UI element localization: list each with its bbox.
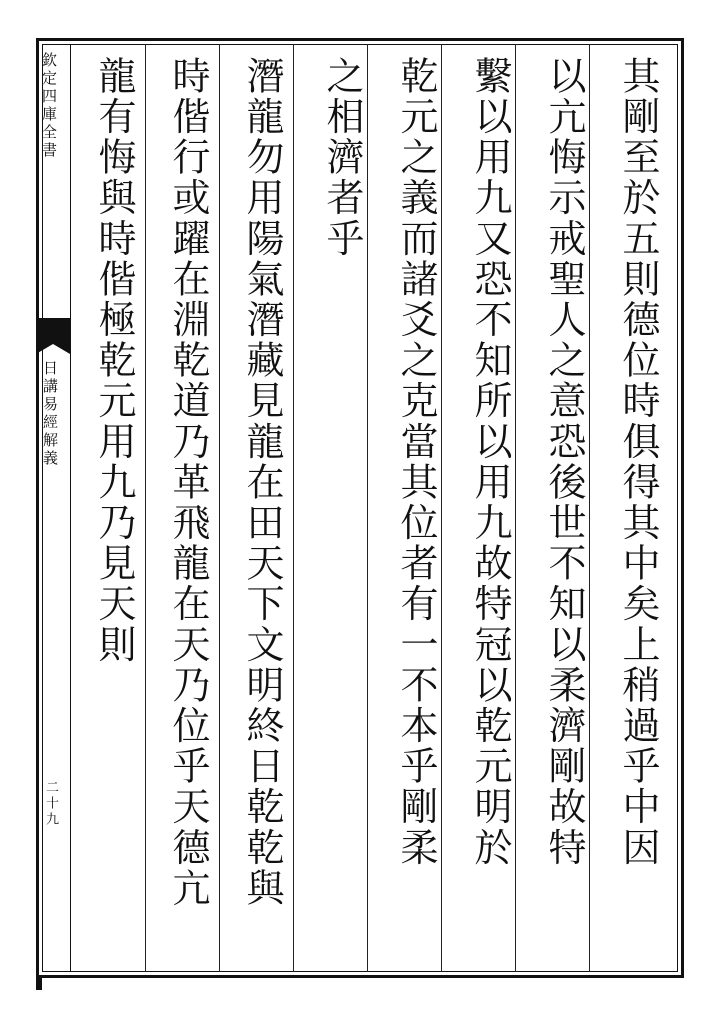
corner-mark	[36, 978, 42, 990]
text-line: 其剛至於五則德位時俱得其中矣上稍過乎中因	[616, 56, 660, 868]
text-column-2	[528, 56, 600, 966]
text-column-5	[306, 56, 378, 966]
text-line: 潛龍勿用陽氣潛藏見龍在田天下文明終日乾乾與	[240, 56, 284, 909]
text-column-4	[380, 56, 452, 966]
text-line: 之相濟者乎	[320, 56, 364, 259]
text-line: 乾元之義而諸爻之克當其位者有一不本乎剛柔	[394, 56, 438, 868]
margin-divider	[70, 44, 71, 972]
text-line: 時偕行或躍在淵乾道乃革飛龍在天乃位乎天德亢	[166, 56, 210, 909]
text-line: 以亢悔示戒聖人之意恐後世不知以柔濟剛故特	[542, 56, 586, 868]
text-column-3	[454, 56, 526, 966]
section-title: 日講易經解義	[41, 360, 59, 468]
fishtail-mark	[36, 318, 70, 344]
text-column-6	[226, 56, 298, 966]
margin-column	[36, 44, 70, 972]
book-title: 欽定四庫全書	[40, 52, 58, 160]
text-column-7	[152, 56, 224, 966]
text-column-1	[602, 56, 674, 966]
page-number: 二十九	[43, 780, 58, 828]
text-line: 龍有悔與時偕極乾元用九乃見天則	[92, 56, 136, 665]
text-column-8	[78, 56, 150, 966]
text-line: 繫以用九又恐不知所以用九故特冠以乾元明於	[468, 56, 512, 868]
